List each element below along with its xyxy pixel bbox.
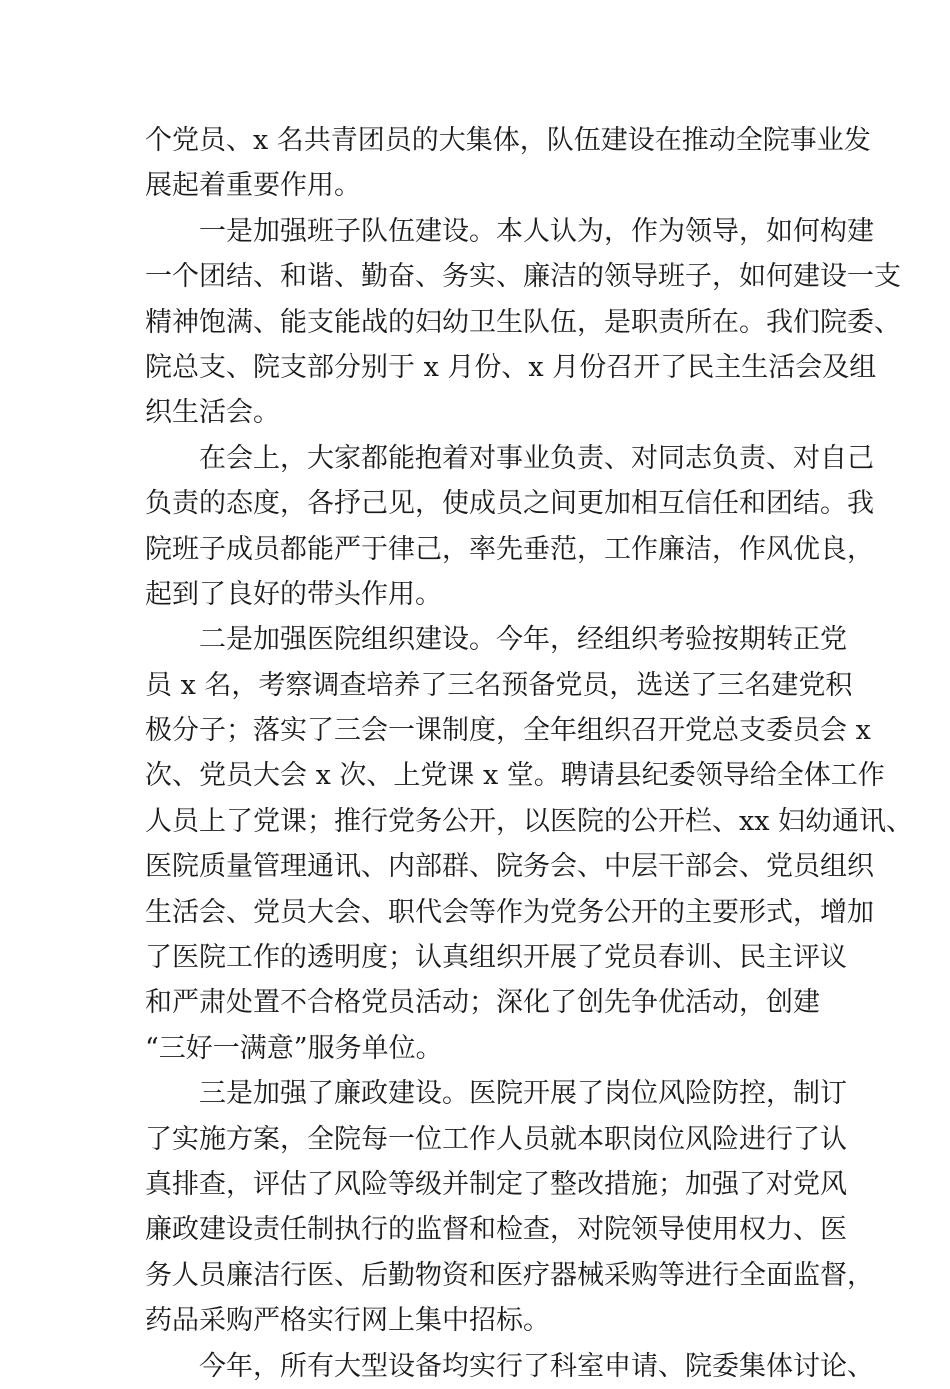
text-line: 了实施方案，全院每一位工作人员就本职岗位风险进行了认	[145, 1123, 847, 1155]
text-line: 真排查，评估了风险等级并制定了整改措施；加强了对党风	[145, 1168, 847, 1200]
text-line: 二是加强医院组织建设。今年，经组织考验按期转正党	[199, 624, 847, 656]
text-line: 员 x 名，考察调查培养了三名预备党员，选送了三名建党积	[145, 669, 853, 701]
text-line: 院总支、院支部分别于 x 月份、x 月份召开了民主生活会及组	[145, 351, 877, 383]
text-line: 了医院工作的透明度；认真组织开展了党员春训、民主评议	[145, 942, 847, 974]
text-line: 三是加强了廉政建设。医院开展了岗位风险防控，制订	[199, 1078, 847, 1110]
text-line: 在会上，大家都能抱着对事业负责、对同志负责、对自己	[199, 442, 874, 474]
text-line: 一是加强班子队伍建设。本人认为，作为领导，如何构建	[199, 215, 874, 247]
text-line: 织生活会。	[145, 397, 280, 429]
text-line: 人员上了党课；推行党务公开，以医院的公开栏、xx 妇幼通讯、	[145, 805, 914, 837]
text-line: 个党员、x 名共青团员的大集体，队伍建设在推动全院事业发	[145, 125, 871, 156]
text-line: 今年，所有大型设备均实行了科室申请、院委集体讨论、	[199, 1350, 874, 1382]
text-line: 展起着重要作用。	[145, 170, 361, 202]
text-line: 院班子成员都能严于律己，率先垂范，工作廉洁，作风优良，	[145, 533, 874, 565]
text-line: 医院质量管理通讯、内部群、院务会、中层干部会、党员组织	[145, 851, 874, 883]
text-line: 药品采购严格实行网上集中招标。	[145, 1305, 550, 1337]
text-line: 一个团结、和谐、勤奋、务实、廉洁的领导班子，如何建设一支	[145, 261, 901, 293]
text-line: 生活会、党员大会、职代会等作为党务公开的主要形式，增加	[145, 896, 874, 928]
text-line: 极分子；落实了三会一课制度，全年组织召开党总支委员会 x	[145, 715, 871, 747]
text-line: 廉政建设责任制执行的监督和检查，对院领导使用权力、医	[145, 1214, 847, 1246]
text-line: 负责的态度，各抒己见，使成员之间更加相互信任和团结。我	[145, 488, 874, 520]
text-line: “三好一满意”服务单位。	[145, 1032, 443, 1064]
text-line: 精神饱满、能支能战的妇幼卫生队伍，是职责所在。我们院委、	[145, 306, 901, 338]
text-line: 和严肃处置不合格党员活动；深化了创先争优活动，创建	[145, 987, 820, 1019]
text-line: 次、党员大会 x 次、上党课 x 堂。聘请县纪委领导给全体工作	[145, 760, 885, 792]
document-body	[145, 118, 914, 1389]
text-line: 起到了良好的带头作用。	[145, 578, 442, 610]
text-line: 务人员廉洁行医、后勤物资和医疗器械采购等进行全面监督，	[145, 1259, 874, 1291]
